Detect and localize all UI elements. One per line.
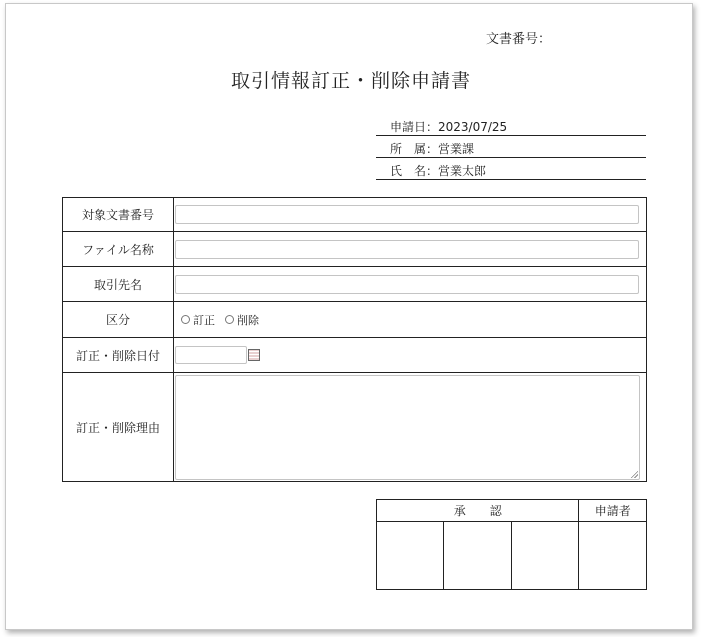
file-name-input[interactable] (175, 240, 639, 259)
radio-correction-label[interactable]: 訂正 (193, 313, 215, 327)
approval-stamp-table (376, 499, 647, 590)
field-label: 訂正・削除理由 (63, 373, 174, 482)
target-doc-number-input[interactable] (175, 205, 639, 224)
field-label: 対象文書番号 (63, 198, 174, 232)
approval-stamp-box (377, 522, 444, 590)
category-radio-group (174, 312, 640, 328)
applicant-name: 氏 名：営業太郎 (376, 158, 646, 180)
field-label: ファイル名称 (63, 232, 174, 267)
radio-deletion[interactable] (225, 315, 234, 324)
applicant-stamp-header: 申請者 (579, 500, 647, 522)
form-row-file-name (63, 232, 647, 267)
application-date: 申請日：2023/07/25 (376, 114, 646, 136)
reason-textarea[interactable] (175, 375, 640, 480)
form-row-doc-number (63, 198, 647, 232)
radio-deletion-label[interactable]: 削除 (237, 313, 259, 327)
page-title: 取引情報訂正・削除申請書 (230, 70, 471, 92)
applicant-info (376, 114, 646, 180)
document-page (5, 3, 693, 630)
radio-correction[interactable] (181, 315, 190, 324)
request-form-table (62, 197, 647, 482)
approval-header: 承 認 (377, 500, 579, 522)
doc-number-label: 文書番号： (486, 32, 552, 47)
resize-grip-icon[interactable] (630, 470, 638, 478)
field-label: 取引先名 (63, 267, 174, 302)
form-row-reason (63, 373, 647, 482)
form-row-client-name (63, 267, 647, 302)
correction-date-input[interactable] (175, 346, 247, 364)
applicant-department: 所 属：営業課 (376, 136, 646, 158)
approval-stamp-box (444, 522, 511, 590)
client-name-input[interactable] (175, 275, 639, 294)
field-label: 区分 (63, 302, 174, 338)
approval-stamp-box (511, 522, 578, 590)
form-row-category (63, 302, 647, 338)
calendar-icon[interactable] (248, 349, 260, 361)
form-row-date (63, 338, 647, 373)
applicant-stamp-box (579, 522, 647, 590)
field-label: 訂正・削除日付 (63, 338, 174, 373)
